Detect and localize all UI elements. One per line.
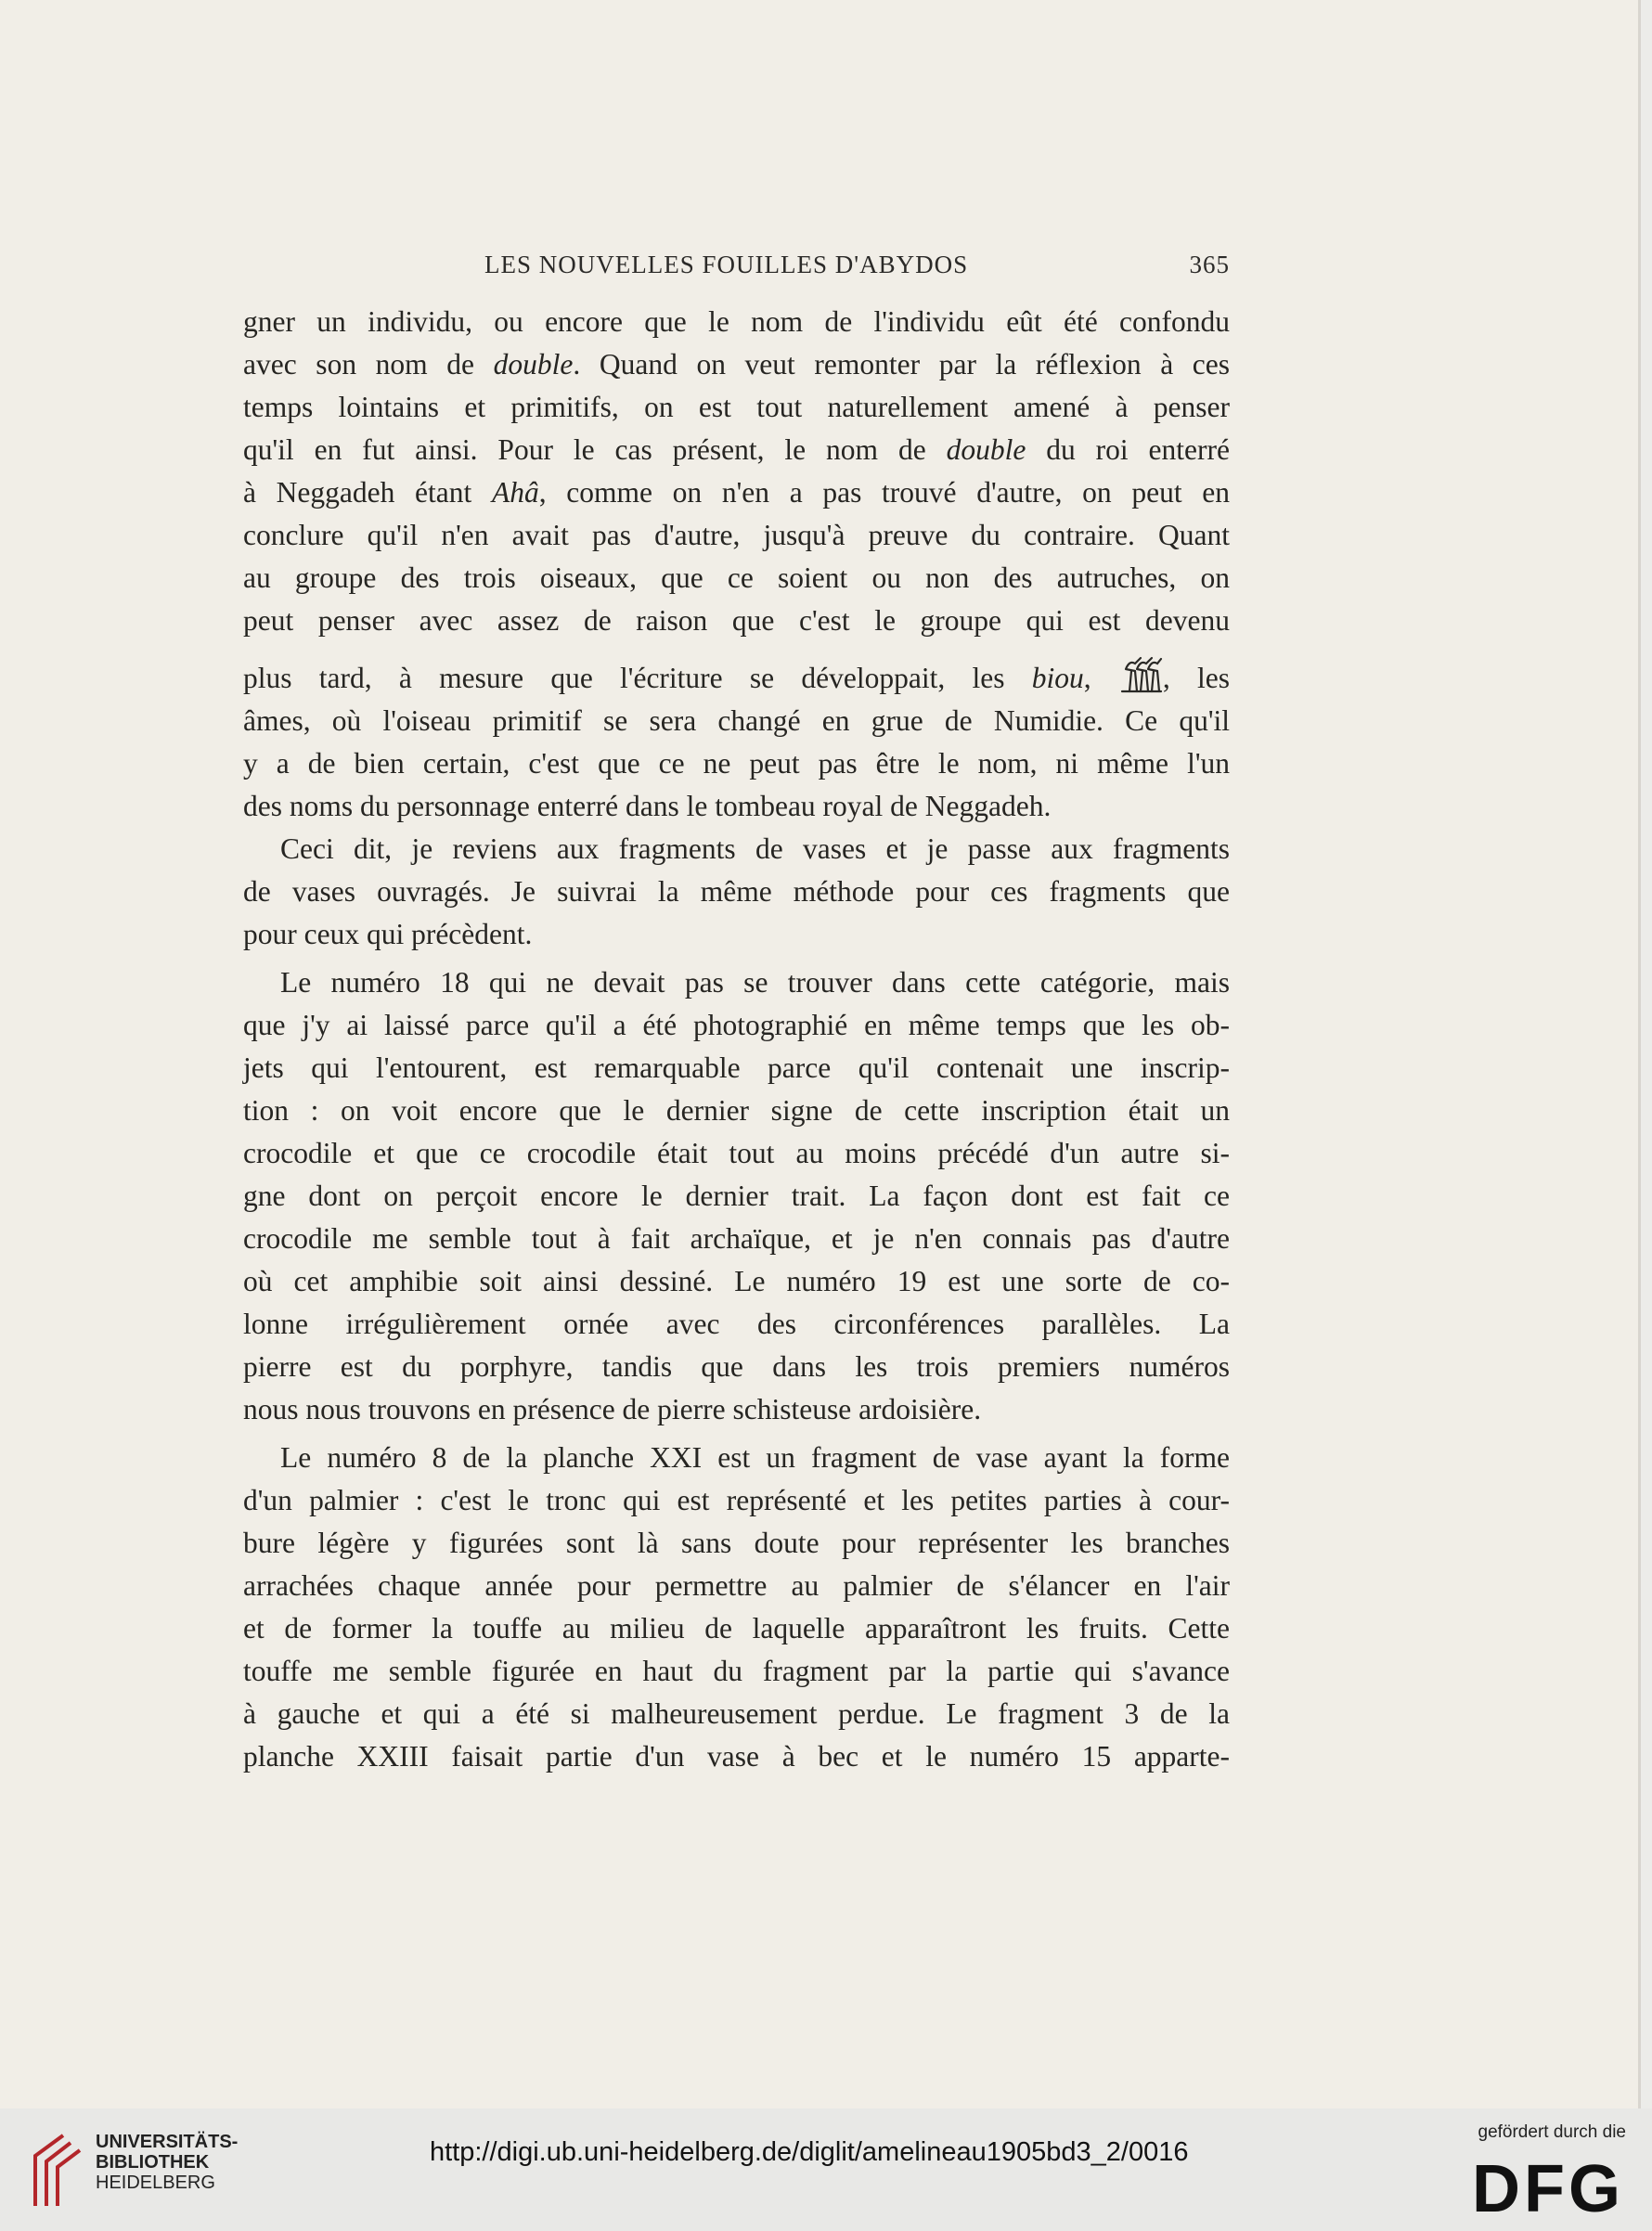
text-line: y a de bien certain, c'est que ce ne peut pas être le nom, ni même l'un — [243, 747, 1230, 780]
text-line: pierre est du porphyre, tandis que dans les trois premiers numéros — [243, 1350, 1230, 1383]
text-line: Le numéro 8 de la planche XXI est un fragment de vase ayant la forme — [280, 1441, 1230, 1474]
text-line: avec son nom de double. Quand on veut remonter par la réflexion à ces — [243, 348, 1231, 380]
text-line: et de former la touffe au milieu de laquelle apparaîtront les fruits. Cette — [243, 1612, 1230, 1644]
text-line: gner un individu, ou encore que le nom de l'individu eût été confondu — [243, 305, 1230, 338]
text-line: qu'il en fut ainsi. Pour le cas présent, le nom de double du roi enterré — [243, 433, 1230, 466]
text-line: bure légère y figurées sont là sans doute pour représenter les branches — [243, 1527, 1230, 1559]
text-line: touffe me semble figurée en haut du fragment par la partie qui s'avance — [243, 1655, 1230, 1687]
text-line: tion : on voit encore que le dernier signe de cette inscription était un — [243, 1094, 1230, 1127]
text-line: temps lointains et primitifs, on est tout naturellement amené à penser — [243, 391, 1230, 423]
text-line: des noms du personnage enterré dans le tombeau royal de Neggadeh. — [243, 790, 1052, 822]
text-line: Ceci dit, je reviens aux fragments de vases et je passe aux fragments — [280, 832, 1230, 865]
university-library-logo-icon — [26, 2128, 91, 2212]
text-line: à Neggadeh étant Ahâ, comme on n'en a pas trouvé d'autre, on peut en — [243, 476, 1230, 509]
running-title: LES NOUVELLES FOUILLES D'ABYDOS — [484, 251, 969, 278]
three-birds-hieroglyph-icon — [1118, 652, 1163, 695]
source-url-link[interactable]: http://digi.ub.uni-heidelberg.de/diglit/amelineau1905bd3_2/0016 — [430, 2137, 1189, 2167]
text-line: au groupe des trois oiseaux, que ce soient ou non des autruches, on — [243, 561, 1230, 594]
text-line: peut penser avec assez de raison que c'est le groupe qui est devenu — [243, 604, 1230, 637]
funded-by-label: gefördert durch die — [1478, 2122, 1626, 2142]
text-line: Le numéro 18 qui ne devait pas se trouver dans cette catégorie, mais — [280, 966, 1230, 999]
text-line: lonne irrégulièrement ornée avec des circonférences parallèles. La — [243, 1308, 1230, 1340]
footer-bar — [0, 2108, 1652, 2231]
text-line: de vases ouvragés. Je suivrai la même méthode pour ces fragments que — [243, 875, 1230, 908]
text-line: crocodile me semble tout à fait archaïque, et je n'en connais pas d'autre — [243, 1222, 1230, 1255]
dfg-logo: DFG — [1472, 2152, 1624, 2226]
page-number: 365 — [1189, 251, 1230, 278]
text-line: crocodile et que ce crocodile était tout au moins précédé d'un autre si- — [243, 1137, 1230, 1169]
text-line: arrachées chaque année pour permettre au palmier de s'élancer en l'air — [243, 1569, 1230, 1602]
text-line: d'un palmier : c'est le tronc qui est représenté et les petites parties à cour- — [243, 1484, 1230, 1516]
text-line: à gauche et qui a été si malheureusement perdue. Le fragment 3 de la — [243, 1697, 1230, 1730]
text-line: où cet amphibie soit ainsi dessiné. Le numéro 19 est une sorte de co- — [243, 1265, 1230, 1297]
text-line: planche XXIII faisait partie d'un vase à bec et le numéro 15 apparte- — [243, 1740, 1230, 1773]
body-text — [243, 301, 1230, 1778]
text-line: âmes, où l'oiseau primitif se sera changé en grue de Numidie. Ce qu'il — [243, 704, 1230, 737]
text-line: nous nous trouvons en présence de pierre schisteuse ardoisière. — [243, 1393, 982, 1425]
text-line: jets qui l'entourent, est remarquable parce qu'il contenait une inscrip- — [243, 1051, 1230, 1084]
text-line: conclure qu'il n'en avait pas d'autre, jusqu'à preuve du contraire. Quant — [243, 519, 1230, 551]
text-line: gne dont on perçoit encore le dernier trait. La façon dont est fait ce — [243, 1180, 1230, 1212]
text-line: plus tard, à mesure que l'écriture se développait, les biou, , les — [243, 642, 1230, 700]
text-line: que j'y ai laissé parce qu'il a été photographié en même temps que les ob- — [243, 1009, 1230, 1041]
library-name: UNIVERSITÄTS- BIBLIOTHEK HEIDELBERG — [96, 2132, 239, 2193]
text-line: pour ceux qui précèdent. — [243, 918, 533, 950]
